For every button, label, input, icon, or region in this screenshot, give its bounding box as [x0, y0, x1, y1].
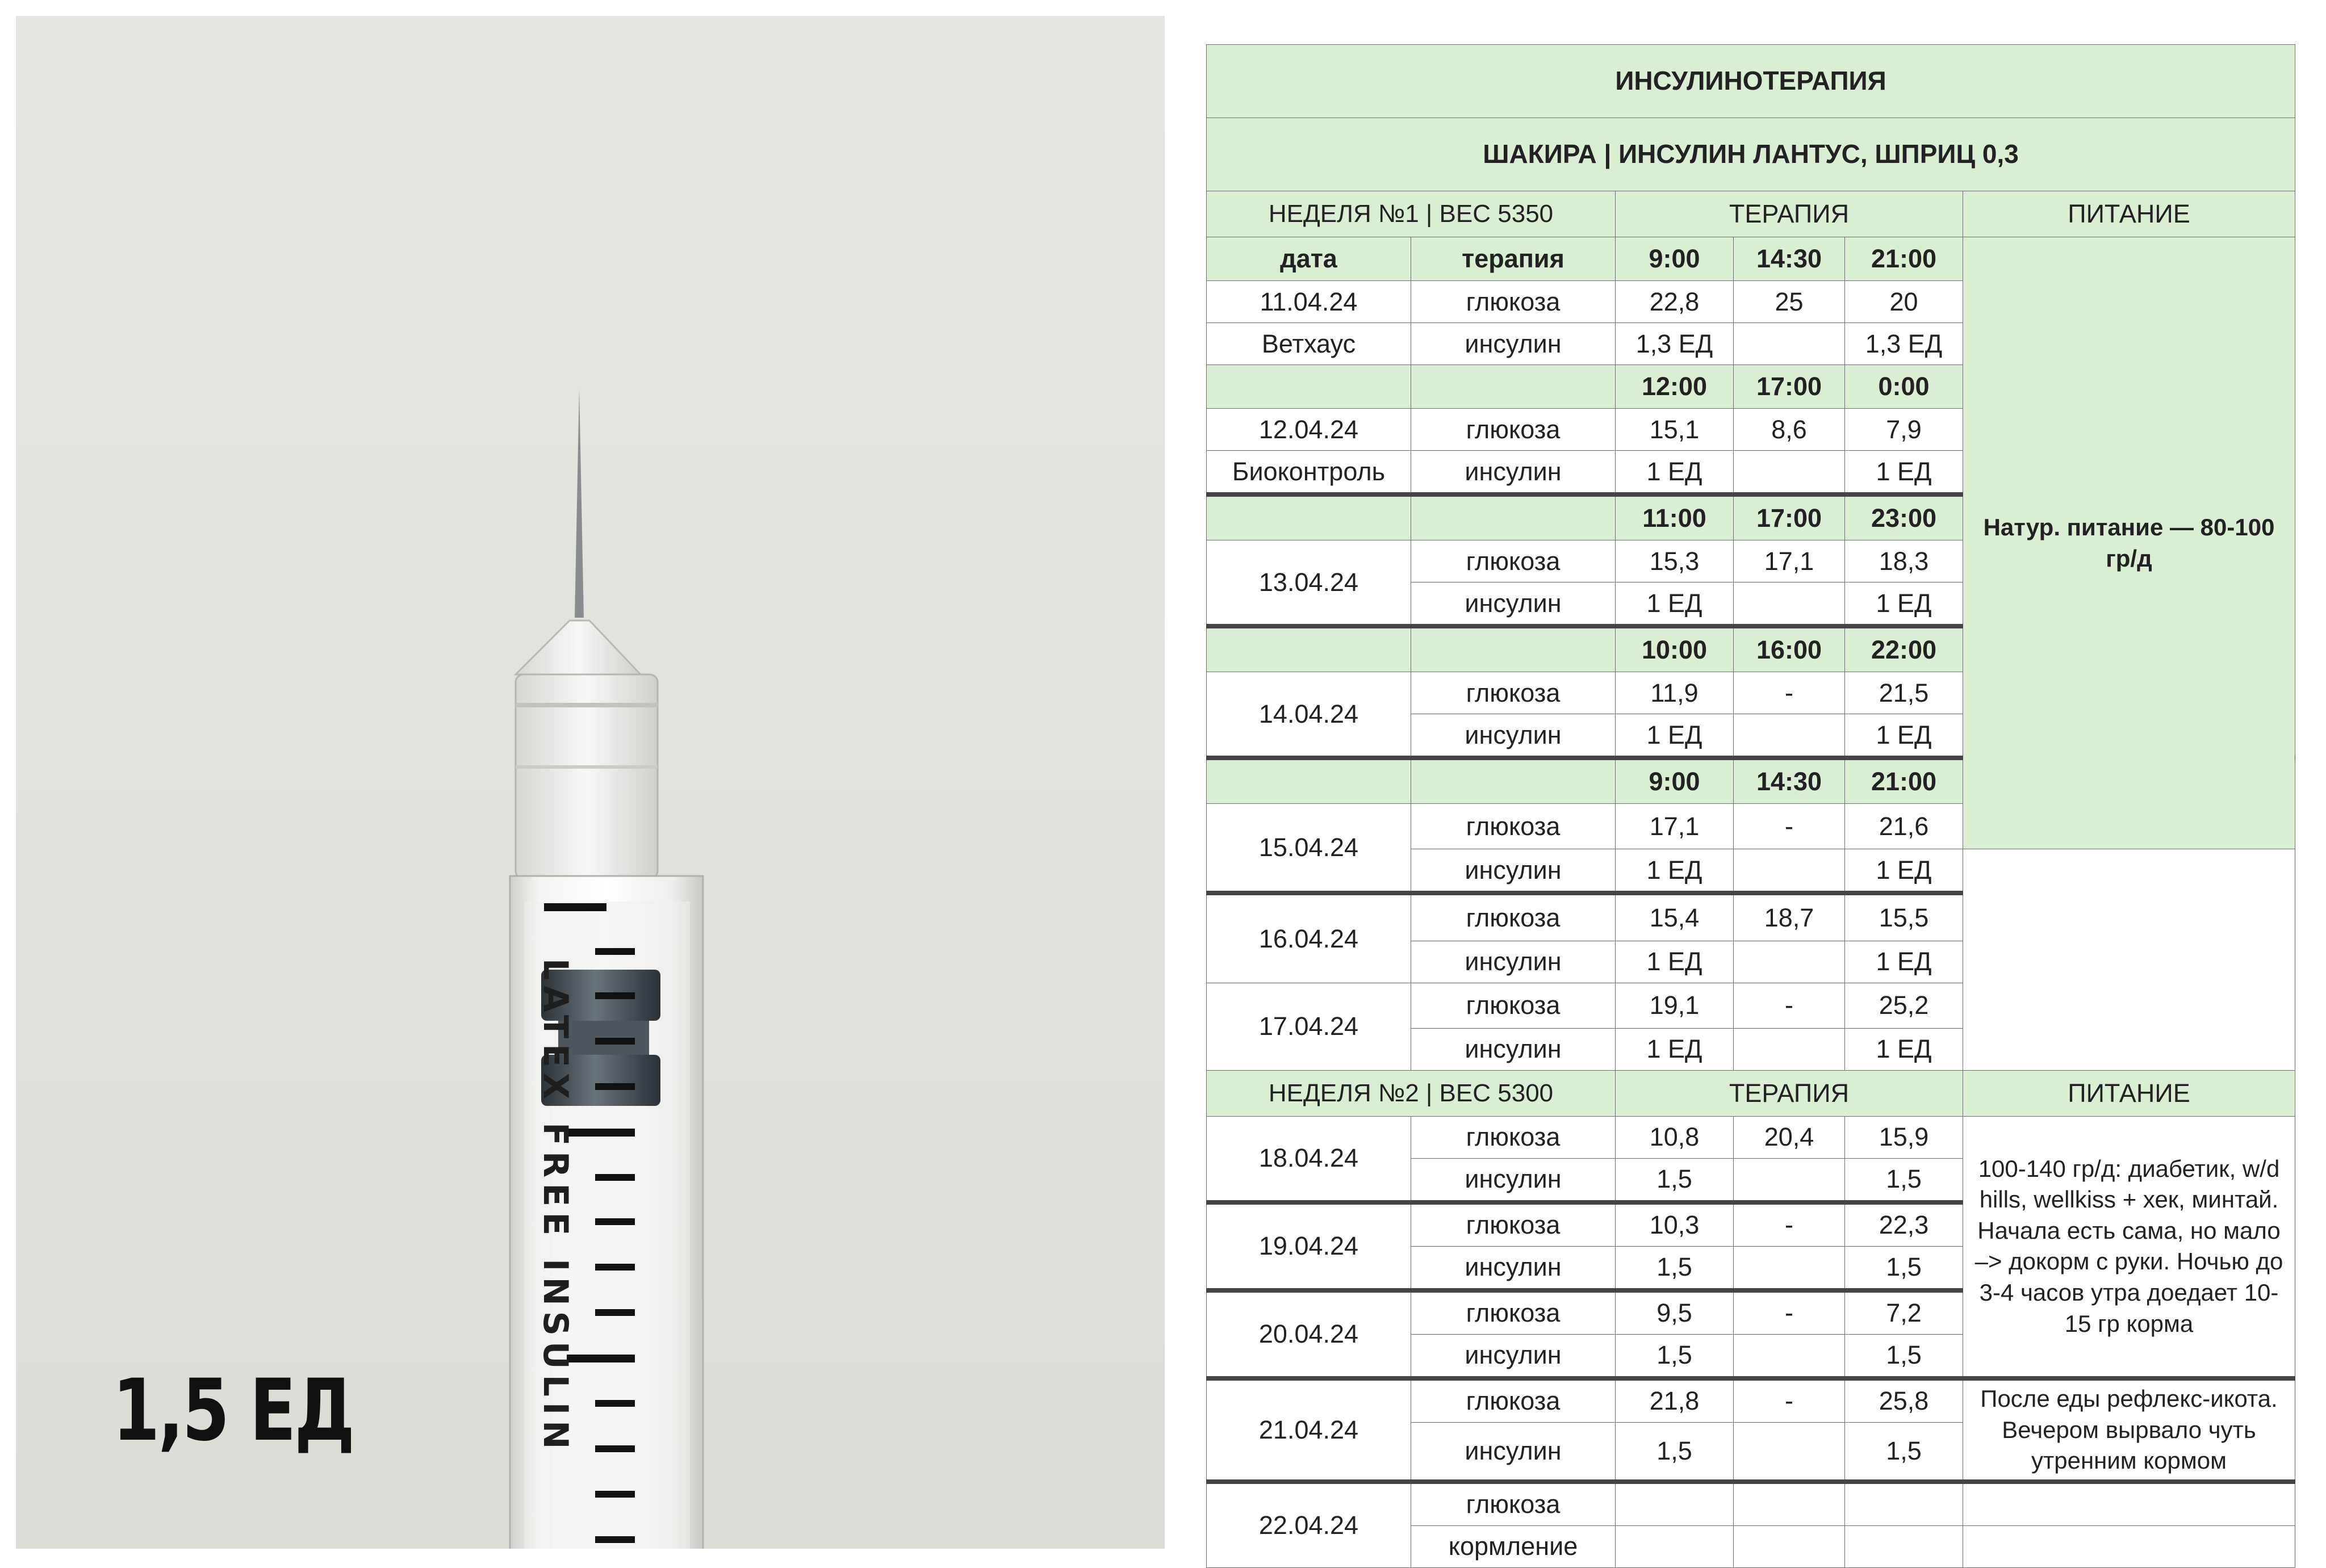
insulin-label: инсулин	[1411, 1422, 1616, 1482]
time-cell: 12:00	[1616, 365, 1734, 409]
syringe-photo	[16, 16, 1165, 1549]
glucose-label: глюкоза	[1411, 1482, 1616, 1526]
glucose-label: глюкоза	[1411, 409, 1616, 451]
date-cell: 14.04.24	[1207, 672, 1411, 758]
time-cell: 9:00	[1616, 758, 1734, 804]
week-header-row	[1207, 191, 2295, 237]
glucose-label: глюкоза	[1411, 672, 1616, 714]
glucose-value: -	[1734, 1378, 1845, 1423]
time-cell: 11:00	[1616, 494, 1734, 540]
insulin-label: инсулин	[1411, 1246, 1616, 1290]
date-cell: 22.04.24	[1207, 1482, 1411, 1568]
insulin-label: инсулин	[1411, 323, 1616, 365]
col-date-header: дата	[1207, 237, 1411, 281]
insulin-label: инсулин	[1411, 451, 1616, 495]
week1-nutrition-header: ПИТАНИЕ	[1963, 191, 2295, 237]
insulin-value: 1 ЕД	[1845, 941, 1963, 983]
col-therapy-header: терапия	[1411, 237, 1616, 281]
glucose-value: 8,6	[1734, 409, 1845, 451]
insulin-value	[1734, 1334, 1845, 1378]
date-cell: 11.04.24	[1207, 281, 1411, 323]
insulin-value	[1734, 849, 1845, 894]
insulin-value: 1,5	[1845, 1334, 1963, 1378]
time-cell: 16:00	[1734, 626, 1845, 672]
table-row	[1207, 1482, 2295, 1526]
glucose-value: 15,9	[1845, 1116, 1963, 1158]
feeding-value	[1616, 1525, 1734, 1567]
time-cell: 10:00	[1616, 626, 1734, 672]
glucose-value: 7,9	[1845, 409, 1963, 451]
glucose-label: глюкоза	[1411, 1290, 1616, 1335]
insulin-value	[1734, 1028, 1845, 1070]
insulin-value: 1 ЕД	[1845, 1028, 1963, 1070]
nutrition-note-3: 100-140 гр/д: диабетик, w/d hills, wellkiss + хек, минтай. Начала есть сама, но мало –> докорм с руки. Ночью до 3-4 часов утра доедает 10-15 гр корма	[1963, 1116, 2295, 1378]
time-cell: 17:00	[1734, 494, 1845, 540]
clinic-cell: Биоконтроль	[1207, 451, 1411, 495]
insulin-value: 1,5	[1845, 1422, 1963, 1482]
insulin-value: 1 ЕД	[1616, 582, 1734, 627]
date-cell: 21.04.24	[1207, 1378, 1411, 1482]
insulin-value	[1734, 323, 1845, 365]
glucose-label: глюкоза	[1411, 1202, 1616, 1247]
nutrition-note-1: Натур. питание — 80-100 гр/д	[1963, 237, 2295, 849]
nutrition-empty	[1963, 1525, 2295, 1567]
date-cell: 12.04.24	[1207, 409, 1411, 451]
glucose-value	[1845, 1482, 1963, 1526]
glucose-value: -	[1734, 1290, 1845, 1335]
glucose-value: -	[1734, 1202, 1845, 1247]
glucose-value: 15,5	[1845, 893, 1963, 941]
insulin-value: 1 ЕД	[1616, 714, 1734, 758]
glucose-value	[1734, 1482, 1845, 1526]
date-cell: 15.04.24	[1207, 804, 1411, 894]
week1-title: НЕДЕЛЯ №1 | ВЕС 5350	[1207, 191, 1616, 237]
glucose-value: 18,3	[1845, 540, 1963, 582]
glucose-value: 15,3	[1616, 540, 1734, 582]
insulin-value: 1,5	[1845, 1158, 1963, 1202]
time-cell: 0:00	[1845, 365, 1963, 409]
table-row	[1207, 983, 2295, 1028]
insulin-value: 1 ЕД	[1616, 849, 1734, 894]
feeding-label: кормление	[1411, 1525, 1616, 1567]
needle	[575, 388, 584, 618]
insulin-label: инсулин	[1411, 1334, 1616, 1378]
date-cell: 13.04.24	[1207, 540, 1411, 627]
week1-therapy-header: ТЕРАПИЯ	[1616, 191, 1963, 237]
time-cell: 9:00	[1616, 237, 1734, 281]
insulin-value: 1 ЕД	[1616, 941, 1734, 983]
insulin-label: инсулин	[1411, 941, 1616, 983]
glucose-value: 19,1	[1616, 983, 1734, 1028]
glucose-value	[1616, 1482, 1734, 1526]
time-cell: 21:00	[1845, 758, 1963, 804]
date-cell: 16.04.24	[1207, 893, 1411, 983]
glucose-label: глюкоза	[1411, 1378, 1616, 1423]
table-title: ИНСУЛИНОТЕРАПИЯ	[1207, 45, 2295, 118]
insulin-value: 1,5	[1616, 1246, 1734, 1290]
time-cell: 14:30	[1734, 237, 1845, 281]
insulin-value	[1734, 1246, 1845, 1290]
date-cell: 20.04.24	[1207, 1290, 1411, 1378]
glucose-value: 25,2	[1845, 983, 1963, 1028]
glucose-value: -	[1734, 804, 1845, 849]
insulin-value: 1,5	[1616, 1422, 1734, 1482]
glucose-value: 25,8	[1845, 1378, 1963, 1423]
date-cell: 17.04.24	[1207, 983, 1411, 1070]
table-row	[1207, 893, 2295, 941]
week2-therapy-header: ТЕРАПИЯ	[1616, 1070, 1963, 1116]
insulin-value	[1734, 451, 1845, 495]
insulin-value: 1,3 ЕД	[1845, 323, 1963, 365]
glucose-value: 18,7	[1734, 893, 1845, 941]
insulin-value: 1 ЕД	[1845, 714, 1963, 758]
feeding-value	[1734, 1525, 1845, 1567]
glucose-value: 9,5	[1616, 1290, 1734, 1335]
week-header-row	[1207, 1070, 2295, 1116]
glucose-value: 10,3	[1616, 1202, 1734, 1247]
glucose-value: 10,8	[1616, 1116, 1734, 1158]
insulin-value	[1734, 714, 1845, 758]
insulin-label: инсулин	[1411, 582, 1616, 627]
insulin-value: 1 ЕД	[1845, 849, 1963, 894]
insulin-value: 1,5	[1845, 1246, 1963, 1290]
week2-nutrition-header: ПИТАНИЕ	[1963, 1070, 2295, 1116]
dose-label: 1,5 ЕД	[112, 1361, 354, 1460]
needle-hub-cone	[516, 621, 641, 674]
glucose-value: 17,1	[1616, 804, 1734, 849]
date-cell: 18.04.24	[1207, 1116, 1411, 1202]
glucose-label: глюкоза	[1411, 281, 1616, 323]
insulin-value	[1734, 1158, 1845, 1202]
glucose-value: 7,2	[1845, 1290, 1963, 1335]
time-cell: 21:00	[1845, 237, 1963, 281]
time-cell: 22:00	[1845, 626, 1963, 672]
clinic-cell: Ветхаус	[1207, 323, 1411, 365]
insulin-value: 1,3 ЕД	[1616, 323, 1734, 365]
glucose-label: глюкоза	[1411, 540, 1616, 582]
table-row	[1207, 1378, 2295, 1423]
insulin-value	[1734, 941, 1845, 983]
glucose-value: 21,8	[1616, 1378, 1734, 1423]
insulin-value: 1 ЕД	[1845, 451, 1963, 495]
glucose-value: 20,4	[1734, 1116, 1845, 1158]
insulin-value	[1734, 1422, 1845, 1482]
insulin-value: 1 ЕД	[1845, 582, 1963, 627]
syringe-illustration	[16, 16, 1165, 1549]
glucose-value: -	[1734, 672, 1845, 714]
insulin-value: 1,5	[1616, 1334, 1734, 1378]
glucose-value: -	[1734, 983, 1845, 1028]
nutrition-note-4: После еды рефлекс-икота. Вечером вырвало чуть утренним кормом	[1963, 1378, 2295, 1482]
insulin-value: 1,5	[1616, 1158, 1734, 1202]
insulin-label: инсулин	[1411, 714, 1616, 758]
table-row	[1207, 118, 2295, 191]
glucose-value: 15,1	[1616, 409, 1734, 451]
glucose-label: глюкоза	[1411, 893, 1616, 941]
insulin-value: 1 ЕД	[1616, 1028, 1734, 1070]
glucose-value: 21,5	[1845, 672, 1963, 714]
barrel-print: LATEX FREE INSULIN	[536, 958, 575, 1455]
feeding-value	[1845, 1525, 1963, 1567]
table-row	[1207, 45, 2295, 118]
glucose-label: глюкоза	[1411, 1116, 1616, 1158]
nutrition-empty	[1963, 1482, 2295, 1526]
glucose-value: 20	[1845, 281, 1963, 323]
insulin-label: инсулин	[1411, 1158, 1616, 1202]
time-cell: 17:00	[1734, 365, 1845, 409]
table-subtitle: ШАКИРА | ИНСУЛИН ЛАНТУС, ШПРИЦ 0,3	[1207, 118, 2295, 191]
insulin-value	[1734, 582, 1845, 627]
glucose-label: глюкоза	[1411, 804, 1616, 849]
insulin-label: инсулин	[1411, 1028, 1616, 1070]
week2-title: НЕДЕЛЯ №2 | ВЕС 5300	[1207, 1070, 1616, 1116]
glucose-label: глюкоза	[1411, 983, 1616, 1028]
insulin-label: инсулин	[1411, 849, 1616, 894]
glucose-value: 17,1	[1734, 540, 1845, 582]
time-header-row	[1207, 237, 2295, 281]
glucose-value: 22,8	[1616, 281, 1734, 323]
time-cell: 14:30	[1734, 758, 1845, 804]
glucose-value: 21,6	[1845, 804, 1963, 849]
table-row	[1207, 1116, 2295, 1158]
glucose-value: 25	[1734, 281, 1845, 323]
glucose-value: 15,4	[1616, 893, 1734, 941]
glucose-value: 11,9	[1616, 672, 1734, 714]
date-cell: 19.04.24	[1207, 1202, 1411, 1290]
glucose-value: 22,3	[1845, 1202, 1963, 1247]
insulin-value: 1 ЕД	[1616, 451, 1734, 495]
insulin-log-table	[1206, 44, 2295, 1568]
time-cell: 23:00	[1845, 494, 1963, 540]
